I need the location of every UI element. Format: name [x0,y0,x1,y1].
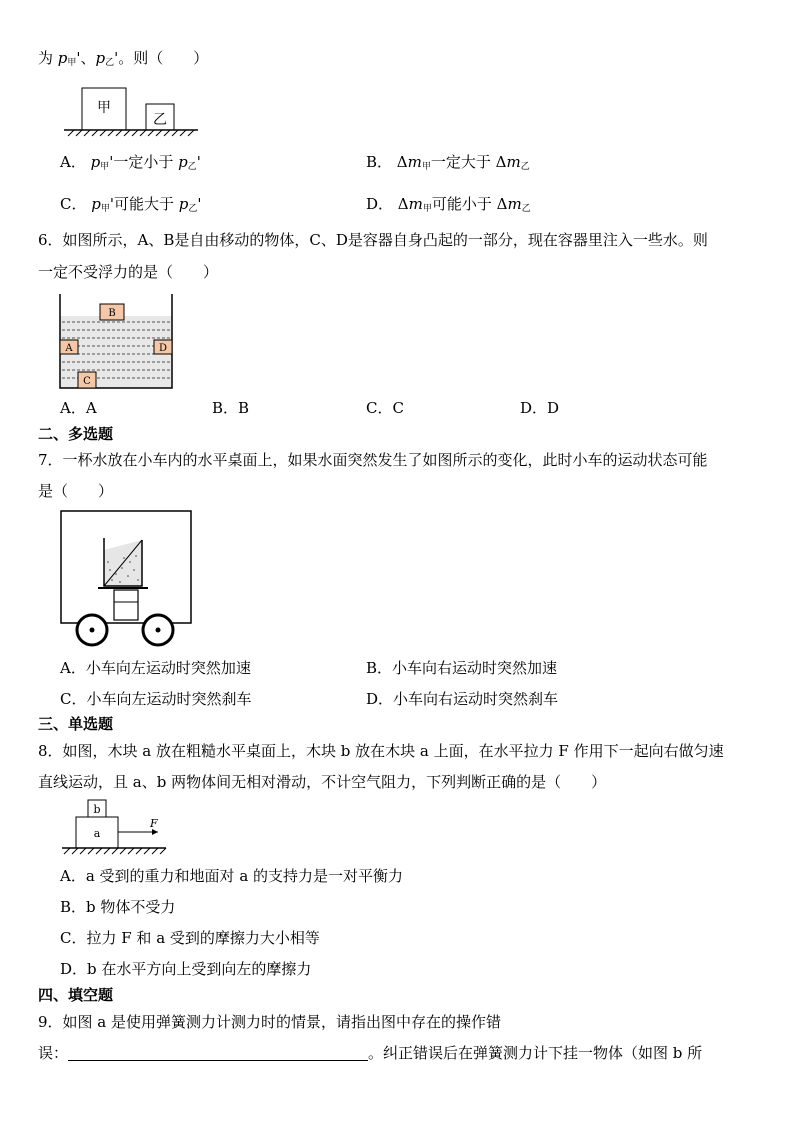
q8-stem-line2: 直线运动，且 a、b 两物体间无相对滑动，不计空气阻力，下列判断正确的是（ ） [38,773,607,791]
q7-stem-line2: 是（ ） [38,482,114,500]
block-jia-label: 甲 [97,100,111,116]
q6-option-c[interactable]: C．C [366,399,404,417]
q7-option-d[interactable]: D．小车向右运动时突然刹车 [366,690,559,708]
bump-c-label: C [83,376,91,387]
section-heading-fill-blank: 四、填空题 [38,986,114,1004]
q8-block-figure [62,800,168,856]
q6-stem-line1: 6．如图所示，A、B是自由移动的物体，C、D是容器自身凸起的一部分，现在容器里注入一些水。则 [38,231,708,249]
q7-option-c[interactable]: C．小车向左运动时突然刹车 [60,690,252,708]
block-yi-label: 乙 [153,112,167,128]
q5-figure [60,86,200,136]
q9-stem-line1: 9．如图 a 是使用弹簧测力计测力时的情景，请指出图中存在的操作错 [38,1013,502,1031]
object-a-label: A [65,343,73,354]
q8-option-b[interactable]: B．b 物体不受力 [60,898,176,916]
object-b-label: B [108,308,116,319]
q9-stem-line2: 误： 。纠正错误后在弹簧测力计下挂一物体（如图 b 所 [38,1044,703,1062]
q6-option-a[interactable]: A．A [60,399,97,417]
q9-answer-blank[interactable] [68,1046,368,1061]
q6-option-b[interactable]: B．B [212,399,250,417]
q5-option-a[interactable]: A． $p_甲'$一定小于 $p_乙'$ [60,153,201,172]
front-wheel-hub [156,628,161,633]
q6-stem-line2: 一定不受浮力的是（ ） [38,263,219,281]
q7-option-a[interactable]: A．小车向左运动时突然加速 [60,659,251,677]
q8-option-d[interactable]: D．b 在水平方向上受到向左的摩擦力 [60,960,312,978]
force-label: F [150,817,158,830]
q5-option-c[interactable]: C． $p_甲'$可能大于 $p_乙'$ [60,195,202,214]
section-heading-multi-choice: 二、多选题 [38,425,114,443]
q7-option-b[interactable]: B．小车向右运动时突然加速 [366,659,558,677]
q8-ground-hatch [64,848,166,854]
q8-option-c[interactable]: C．拉力 F 和 a 受到的摩擦力大小相等 [60,929,320,947]
q8-option-a[interactable]: A．a 受到的重力和地面对 a 的支持力是一对平衡力 [60,867,404,885]
block-a-label: a [93,827,101,840]
bump-d-label: D [158,343,168,354]
rear-wheel-hub [90,628,95,633]
q5-option-d[interactable]: D． $\Delta m_甲$可能小于 $\Delta m_乙$ [366,195,531,214]
q8-stem-line1: 8．如图，木块 a 放在粗糙水平桌面上，木块 b 放在木块 a 上面，在水平拉力 F 作用下一起向右做匀速 [38,742,724,760]
q7-stem-line1: 7．一杯水放在小车内的水平桌面上，如果水面突然发生了如图所示的变化，此时小车的运动状态可能 [38,451,708,469]
q5-stem-line: 为 $p_甲'$、$p_乙'$。则（ ） [38,49,209,68]
ground-hatch [68,130,194,136]
q6-container-figure [58,294,176,390]
q6-option-d[interactable]: D．D [520,399,560,417]
q5-option-b[interactable]: B． $\Delta m_甲$一定大于 $\Delta m_乙$ [366,153,530,172]
block-b-label: b [93,803,101,816]
q7-cart-figure [60,510,194,646]
section-heading-single-choice: 三、单选题 [38,715,114,733]
